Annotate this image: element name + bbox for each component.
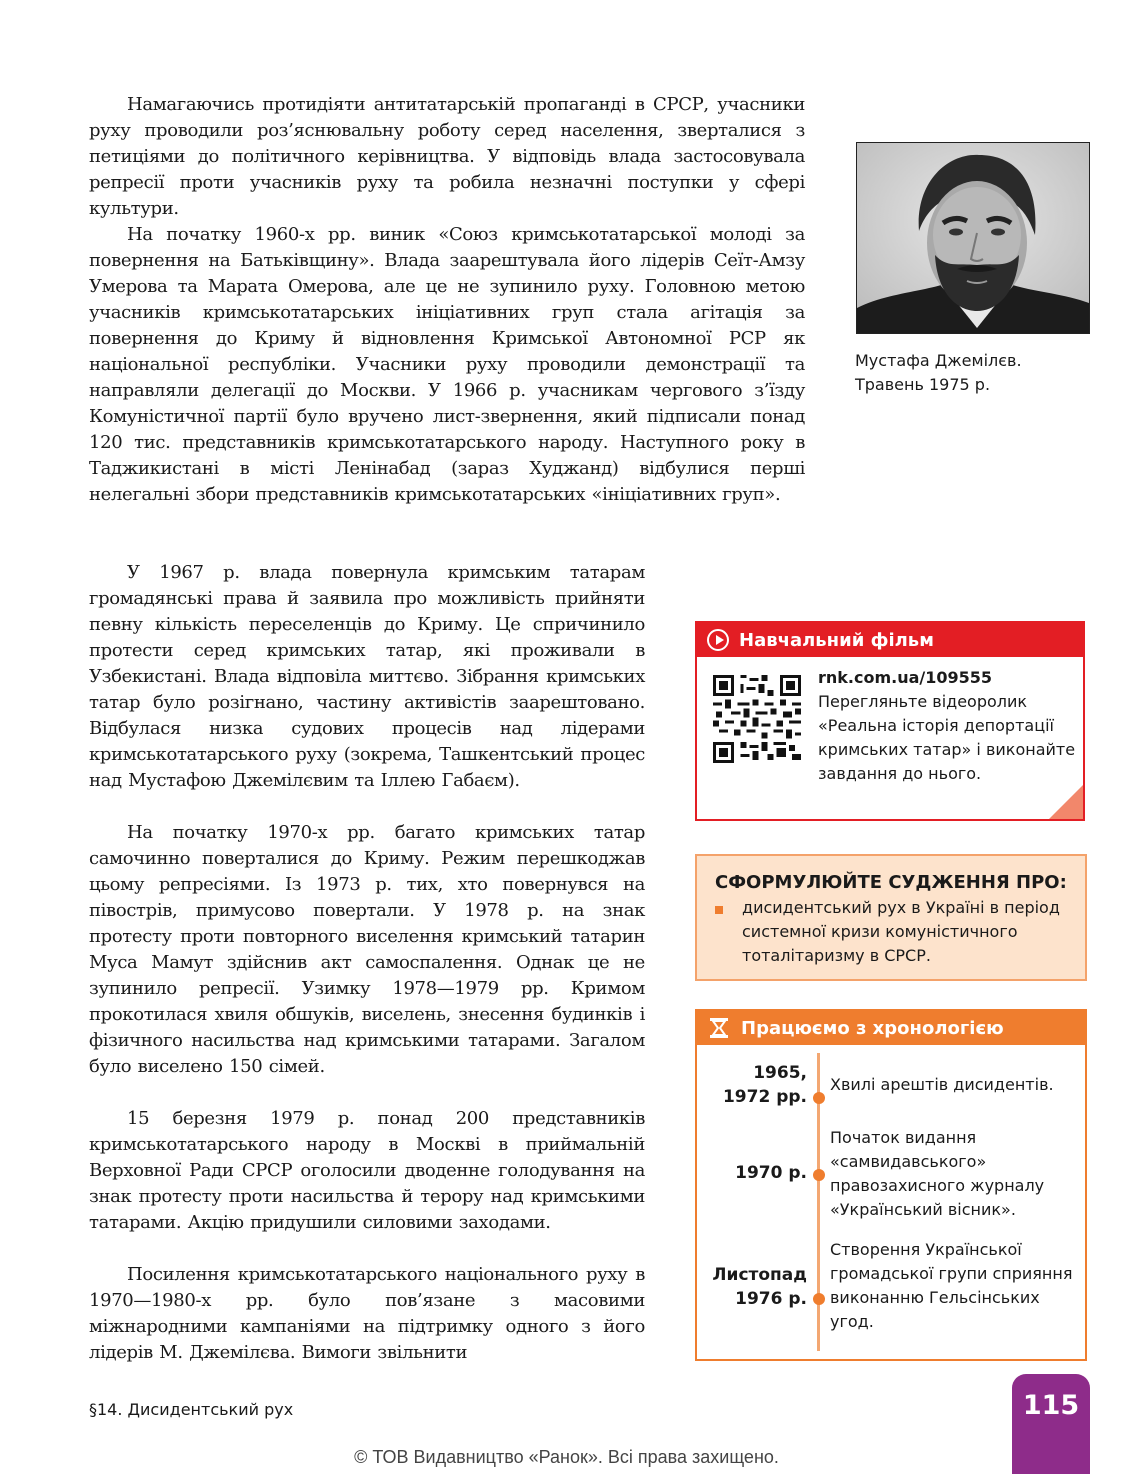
film-description: Перегляньте відеоролик «Реальна історія депортації кримських татар» і виконайте завдання до нього. <box>818 692 1076 783</box>
body-paragraph: Намагаючись протидіяти антитатарській пропаганді в СРСР, учасники руху проводили роз’яснювальну роботу серед населення, зверталися з петиціями до політичного керівництва. У відповідь влада застосовувала репресії проти учасників руху та робила незначні поступки у сфері культури. <box>89 94 805 219</box>
bullet-square-icon <box>715 906 723 914</box>
timeline-event: Хвилі арештів дисидентів. <box>830 1075 1054 1094</box>
body-paragraph: Посилення кримськотатарського національного руху в 1970—1980-х рр. було пов’язане з масовими міжнародними кампаніями на підтримку одного з його лідерів М. Джемілєва. Вимоги звільнити <box>89 1264 645 1363</box>
film-box-title: Навчальний фільм <box>739 629 934 651</box>
page-number: 115 <box>1012 1374 1090 1474</box>
judgment-title: СФОРМУЛЮЙТЕ СУДЖЕННЯ ПРО: <box>715 872 1067 893</box>
corner-decoration <box>1049 785 1083 819</box>
timeline-date <box>699 1161 807 1185</box>
section-footer: §14. Дисидентський рух <box>89 1400 294 1419</box>
film-box-header <box>697 623 1083 657</box>
body-paragraph: На початку 1970-х рр. багато кримських татар самочинно поверталися до Криму. Режим перешкоджав цьому репресіями. Із 1973 р. тих, хто повернувся на півострів, примусово повертали. У 1978 р. на знак протесту проти повторного виселення кримський татарин Муса Мамут здійснив акт самоспалення. Однак це не зупинило репресії. Узимку 1978—1979 рр. Кримом прокотилася хвиля обшуків, виселень, знесення будинків і фізичного насильства над кримськими татарами. Загалом було виселено 150 сімей. <box>89 822 645 1077</box>
chronology-title: Працюємо з хронологією <box>741 1017 1004 1039</box>
portrait-photo <box>856 142 1090 334</box>
film-url-link[interactable]: rnk.com.ua/109555 <box>818 668 993 687</box>
timeline-date <box>699 1061 807 1109</box>
timeline-dot <box>813 1293 825 1305</box>
timeline-date-line: Листопад <box>712 1265 807 1285</box>
timeline-date-line: 1965, <box>753 1063 807 1083</box>
body-paragraph: На початку 1960-х рр. виник «Союз кримськотатарської молоді за повернення на Батьківщину». Влада заарештувала його лідерів Сеїт-Амзу Умерова та Марата Омерова, але це не зупинило руху. Головною метою учасників кримськотатарських ініціативних груп стала агітація за повернення до Криму й відновлення Кримської Автономної РСР як національної республіки. Учасники руху проводили демонстрації та направляли делегації до Москви. У 1966 р. учасникам чергового з’їзду Комуністичної партії було вручено лист-звернення, який підписали понад 120 тис. представників кримськотатарського народу. Наступного року в Таджикистані в місті Ленінабад (зараз Худжанд) відбулися перші нелегальні збори представників кримськотатарських «ініціативних груп». <box>89 224 805 505</box>
timeline-date-line: 1976 р. <box>735 1289 807 1309</box>
judgment-box <box>695 854 1087 981</box>
play-icon <box>707 629 729 651</box>
copyright-notice: © ТОВ Видавництво «Ранок». Всі права захищено. <box>354 1447 779 1467</box>
body-paragraph: 15 березня 1979 р. понад 200 представників кримськотатарського народу в Москві в приймальній Верховної Ради СРСР оголосили дводенне голодування на знак протесту проти насильства й терору над кримськими татарами. Акцію придушили силовими заходами. <box>89 1108 645 1233</box>
film-box-body <box>818 666 1080 786</box>
timeline-date <box>699 1263 807 1311</box>
hourglass-icon <box>709 1018 729 1038</box>
chronology-box <box>695 1009 1087 1361</box>
caption-name: Мустафа Джемілєв. <box>855 351 1022 370</box>
photo-caption <box>855 349 1105 397</box>
timeline-dot <box>813 1092 825 1104</box>
body-paragraph: У 1967 р. влада повернула кримським татарам громадянські права й заявила про можливість прийняти певну кількість переселенців до Криму. Це спричинило протести серед кримських татар, які проживали в Узбекистані. Влада відповіла миттєво. Зібрання кримських татар було розігнано, частину активістів заарештовано. Відбулася низка судових процесів над лідерами кримськотатарського руху (зокрема, Ташкентський процес над Мустафою Джемілєвим та Іллею Габаєм). <box>89 562 645 791</box>
judgment-item: дисидентський рух в Україні в період системної кризи комуністичного тоталітаризму в СРСР. <box>742 898 1060 965</box>
educational-film-box <box>695 621 1085 821</box>
qr-code-icon[interactable] <box>713 675 801 763</box>
caption-date: Травень 1975 р. <box>855 375 991 394</box>
timeline-date-line: 1972 рр. <box>722 1087 807 1107</box>
timeline-dot <box>813 1169 825 1181</box>
timeline-event: Створення Української громадської групи сприяння виконанню Гельсінських угод. <box>830 1240 1073 1331</box>
timeline-date-line: 1970 р. <box>735 1163 807 1183</box>
chronology-header <box>697 1011 1085 1045</box>
timeline-event: Початок видання «самвидавського» правозахисного журналу «Український вісник». <box>830 1128 1045 1219</box>
